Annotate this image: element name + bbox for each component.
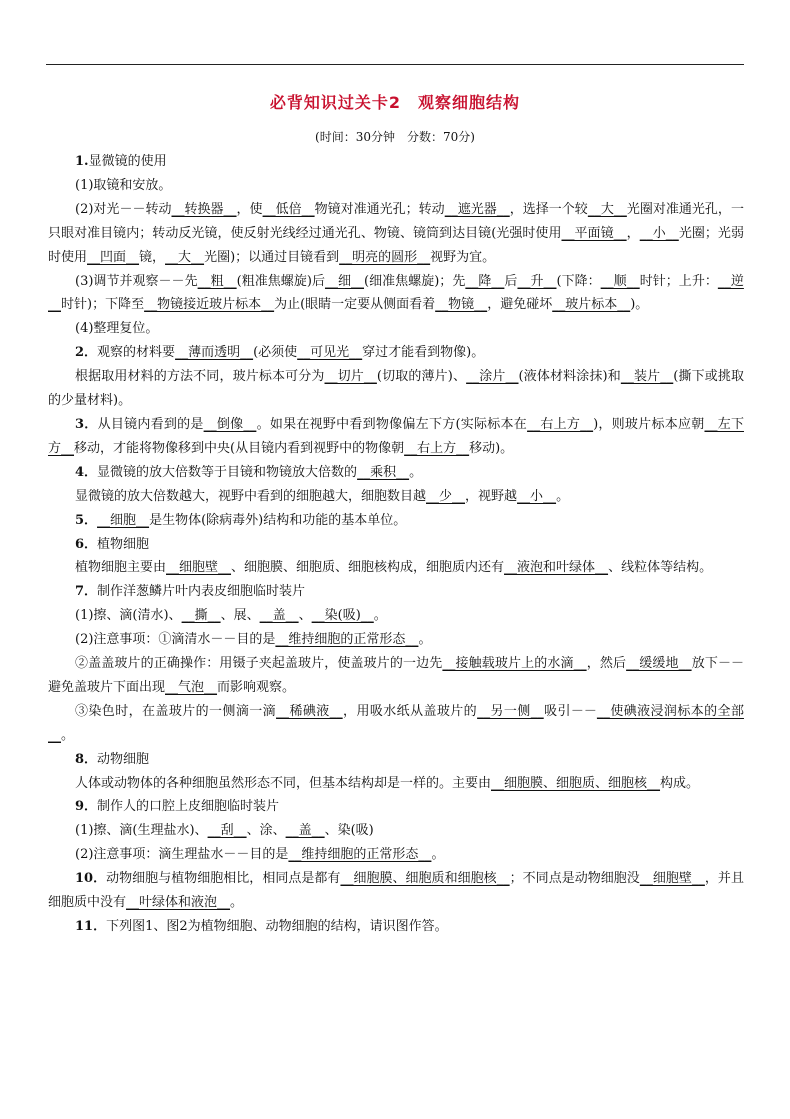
text-run: 。 [61, 727, 75, 743]
text-run: (1)擦、滴(清水)、 [75, 608, 182, 624]
paragraph [48, 700, 744, 748]
answer-blank: __粗__ [197, 273, 237, 289]
paragraph [48, 150, 744, 174]
text-run: 为止(眼睛一定要从侧面看着 [274, 297, 436, 313]
answer-blank: __维持细胞的正常形态__ [275, 632, 419, 648]
text-run: 显微镜的放大倍数等于目镜和物镜放大倍数的 [97, 464, 358, 480]
text-run: (2)注意事项：①滴清水－－目的是 [75, 632, 276, 648]
item-number: 11． [75, 919, 107, 934]
paragraph [48, 772, 744, 796]
text-run: 构成。 [660, 775, 700, 791]
answer-blank: __切片__ [324, 369, 377, 385]
text-run: (粗准焦螺旋)后 [236, 273, 325, 289]
item-number: 2． [75, 345, 98, 361]
text-run: 、染(吸) [324, 823, 374, 839]
text-run: 。 [418, 632, 432, 648]
text-run: 而影响观察。 [217, 679, 296, 695]
item-number: 10． [75, 871, 107, 887]
answer-blank: __物镜接近玻片标本__ [144, 297, 275, 313]
text-run: 从目镜内看到的是 [97, 416, 204, 432]
text-run: ，选择一个较 [509, 201, 588, 217]
text-run: (2)对光－－转动 [75, 201, 172, 217]
text-run: (2)注意事项：滴生理盐水－－目的是 [75, 847, 289, 863]
answer-blank: __另一侧__ [477, 703, 544, 719]
answer-blank: __液泡和叶绿体__ [504, 560, 609, 576]
text-run: (下降： [556, 273, 601, 289]
text-run: 、展、 [220, 608, 260, 624]
paragraph [48, 795, 744, 819]
item-number: 9． [75, 799, 98, 815]
text-run: 光圈)；以通过目镜看到 [204, 249, 340, 265]
text-run: 、细胞膜、细胞质、细胞核构成，细胞质内还有 [231, 560, 505, 576]
text-run: (细准焦螺旋)；先 [364, 273, 466, 289]
text-run: (切取的薄片)、 [376, 369, 467, 385]
paragraph [48, 915, 744, 939]
text-run: 吸引－－ [543, 703, 597, 719]
answer-blank: __薄而透明__ [175, 345, 254, 361]
answer-blank: __左下方__ [48, 416, 744, 456]
text-run: 移动，才能将物像移到中央(从目镜内看到视野中的物像朝 [74, 440, 405, 456]
paragraph [48, 843, 744, 867]
text-run: ，用吸水纸从盖玻片的 [342, 703, 478, 719]
answer-blank: __转换器__ [171, 201, 237, 217]
text-run: 时针)；下降至 [61, 297, 145, 313]
item-number: 7． [75, 584, 98, 600]
text-run: (3)调节并观察－－先 [75, 273, 198, 289]
text-run: 、 [298, 608, 312, 624]
paragraph [48, 533, 744, 557]
text-run: 镜， [139, 249, 166, 265]
answer-blank: __叶绿体和液泡__ [126, 895, 231, 911]
text-run: )。 [630, 297, 649, 313]
item-number: 1. [75, 154, 89, 169]
answer-blank: __少__ [426, 488, 466, 504]
answer-blank: __降__ [465, 273, 505, 289]
paragraph [48, 748, 744, 772]
page-subtitle: (时间：30分钟 分数：70分) [315, 130, 475, 144]
answer-blank: __大__ [587, 201, 627, 217]
answer-blank: __右上方__ [527, 416, 594, 432]
paragraph [48, 604, 744, 628]
text-run: 动物细胞与植物细胞相比，相同点是都有 [106, 871, 341, 887]
text-run: ，使 [236, 201, 263, 217]
text-run: 时针；上升： [639, 273, 718, 289]
answer-blank: __明亮的圆形__ [339, 249, 431, 265]
answer-blank: __染(吸)__ [311, 608, 374, 624]
answer-blank: __缓缓地__ [626, 656, 692, 672]
answer-blank: __凹面__ [87, 249, 140, 265]
answer-blank: __细胞膜、细胞质和细胞核__ [340, 871, 510, 887]
text-run: 制作洋葱鳞片叶内表皮细胞临时装片 [97, 584, 306, 600]
paragraph [48, 461, 744, 485]
answer-blank: __细胞膜、细胞质、细胞核__ [491, 775, 661, 791]
paragraph [48, 317, 744, 341]
text-run: 视野为宜。 [430, 249, 496, 265]
answer-blank: __顺__ [600, 273, 640, 289]
answer-blank: __升__ [517, 273, 557, 289]
text-run: )，则玻片标本应朝 [593, 416, 705, 432]
answer-blank: __乘积__ [357, 464, 410, 480]
paragraph [48, 819, 744, 843]
paragraph [48, 628, 744, 652]
text-run: 是生物体(除病毒外)结构和功能的基本单位。 [149, 512, 407, 528]
paragraph [48, 652, 744, 700]
text-run: 光圈；光弱时使用 [48, 225, 744, 265]
answer-blank: __接触载玻片上的水滴__ [442, 656, 587, 672]
answer-blank: __使碘液浸润标本的全部__ [48, 703, 744, 743]
paragraph [48, 867, 744, 915]
paragraph [48, 413, 744, 461]
text-run: 根据取用材料的方法不同，玻片标本可分为 [75, 369, 325, 385]
answer-blank: __盖__ [259, 608, 299, 624]
paragraph [48, 485, 744, 509]
answer-blank: __盖__ [285, 823, 325, 839]
text-run: 、线粒体等结构。 [608, 560, 713, 576]
answer-blank: __气泡__ [165, 679, 218, 695]
text-run: ；不同点是动物细胞没 [509, 871, 640, 887]
answer-blank: __细胞__ [97, 512, 150, 528]
answer-blank: __小__ [639, 225, 679, 241]
item-number: 3． [75, 416, 98, 432]
text-run: ，避免碰坏 [487, 297, 553, 313]
answer-blank: __细__ [324, 273, 365, 289]
text-run: 观察的材料要 [97, 345, 176, 361]
paragraph [48, 556, 744, 580]
text-run: 。 [230, 895, 244, 911]
text-run: 植物细胞主要由 [75, 560, 167, 576]
text-run: 穿过才能看到物像)。 [362, 345, 485, 361]
answer-blank: __可见光__ [297, 345, 363, 361]
answer-blank: __大__ [165, 249, 205, 265]
paragraph [48, 198, 744, 270]
paragraph [48, 174, 744, 198]
paragraph [48, 341, 744, 365]
text-run: ③染色时，在盖玻片的一侧滴一滴 [75, 703, 277, 719]
answer-blank: __细胞壁__ [639, 871, 705, 887]
answer-blank: __遮光器__ [444, 201, 510, 217]
answer-blank: __右上方__ [404, 440, 470, 456]
answer-blank: __刮__ [207, 823, 247, 839]
item-number: 8． [75, 751, 98, 767]
text-run: 显微镜的放大倍数越大，视野中看到的细胞越大，细胞数目越 [75, 488, 427, 504]
document-body [48, 150, 744, 939]
text-run: (液体材料涂抹)和 [518, 369, 621, 385]
text-run: 。 [556, 488, 570, 504]
answer-blank: __稀碘液__ [276, 703, 343, 719]
text-run: ②盖盖玻片的正确操作：用镊子夹起盖玻片，使盖玻片的一边先 [75, 656, 443, 672]
item-number: 5． [75, 512, 98, 528]
text-run: 。如果在视野中看到物像偏左下方(实际标本在 [256, 416, 528, 432]
answer-blank: __小__ [517, 488, 557, 504]
text-run: (必须使 [253, 345, 298, 361]
answer-blank: __撕__ [181, 608, 221, 624]
paragraph [48, 509, 744, 533]
text-run: (1)擦、滴(生理盐水)、 [75, 823, 208, 839]
text-run: (撕下或挑取的少量材料)。 [48, 369, 744, 409]
text-run: 植物细胞 [97, 536, 150, 552]
answer-blank: __低倍__ [262, 201, 315, 217]
text-run: 移动)。 [469, 440, 514, 456]
paragraph [48, 270, 744, 318]
text-run: ，并且细胞质中没有 [48, 871, 744, 911]
text-run: 动物细胞 [97, 751, 150, 767]
text-run: 放下－－避免盖玻片下面出现 [48, 656, 744, 695]
answer-blank: __装片__ [620, 369, 674, 385]
answer-blank: __细胞壁__ [166, 560, 232, 576]
item-number: 6． [75, 536, 98, 552]
text-run: 。 [409, 464, 423, 480]
text-run: 制作人的口腔上皮细胞临时装片 [97, 799, 280, 815]
text-run: ，然后 [586, 656, 627, 672]
text-run: 、涂、 [246, 823, 286, 839]
text-run: (1)取镜和安放。 [75, 177, 172, 193]
text-run: 后 [504, 273, 518, 289]
item-number: 4． [75, 464, 98, 480]
text-run: ， [626, 225, 640, 241]
answer-blank: __涂片__ [466, 369, 519, 385]
paragraph [48, 365, 744, 413]
text-run: (4)整理复位。 [75, 321, 159, 337]
text-run: 光圈对准通光孔，一只眼对准目镜内；转动反光镜，使反射光线经过通光孔、物镜、镜筒到达目镜(光强时使用 [48, 201, 744, 241]
answer-blank: __倒像__ [203, 416, 257, 432]
text-run: 。 [431, 847, 445, 863]
text-run: 。 [373, 608, 387, 624]
text-run: 下列图1、图2为植物细胞、动物细胞的结构，请识图作答。 [106, 919, 448, 934]
text-run: 人体或动物体的各种细胞虽然形态不同，但基本结构却是一样的。主要由 [75, 775, 492, 791]
answer-blank: __平面镜__ [561, 225, 627, 241]
answer-blank: __逆__ [48, 273, 744, 313]
header-rule [46, 64, 744, 65]
answer-blank: __物镜__ [435, 297, 488, 313]
paragraph [48, 580, 744, 604]
text-run: 物镜对准通光孔；转动 [314, 201, 445, 217]
answer-blank: __玻片标本__ [552, 297, 631, 313]
text-run: ，视野越 [465, 488, 518, 504]
text-run: 显微镜的使用 [88, 154, 167, 169]
answer-blank: __维持细胞的正常形态__ [288, 847, 432, 863]
page-title: 必背知识过关卡2 观察细胞结构 [269, 93, 521, 112]
